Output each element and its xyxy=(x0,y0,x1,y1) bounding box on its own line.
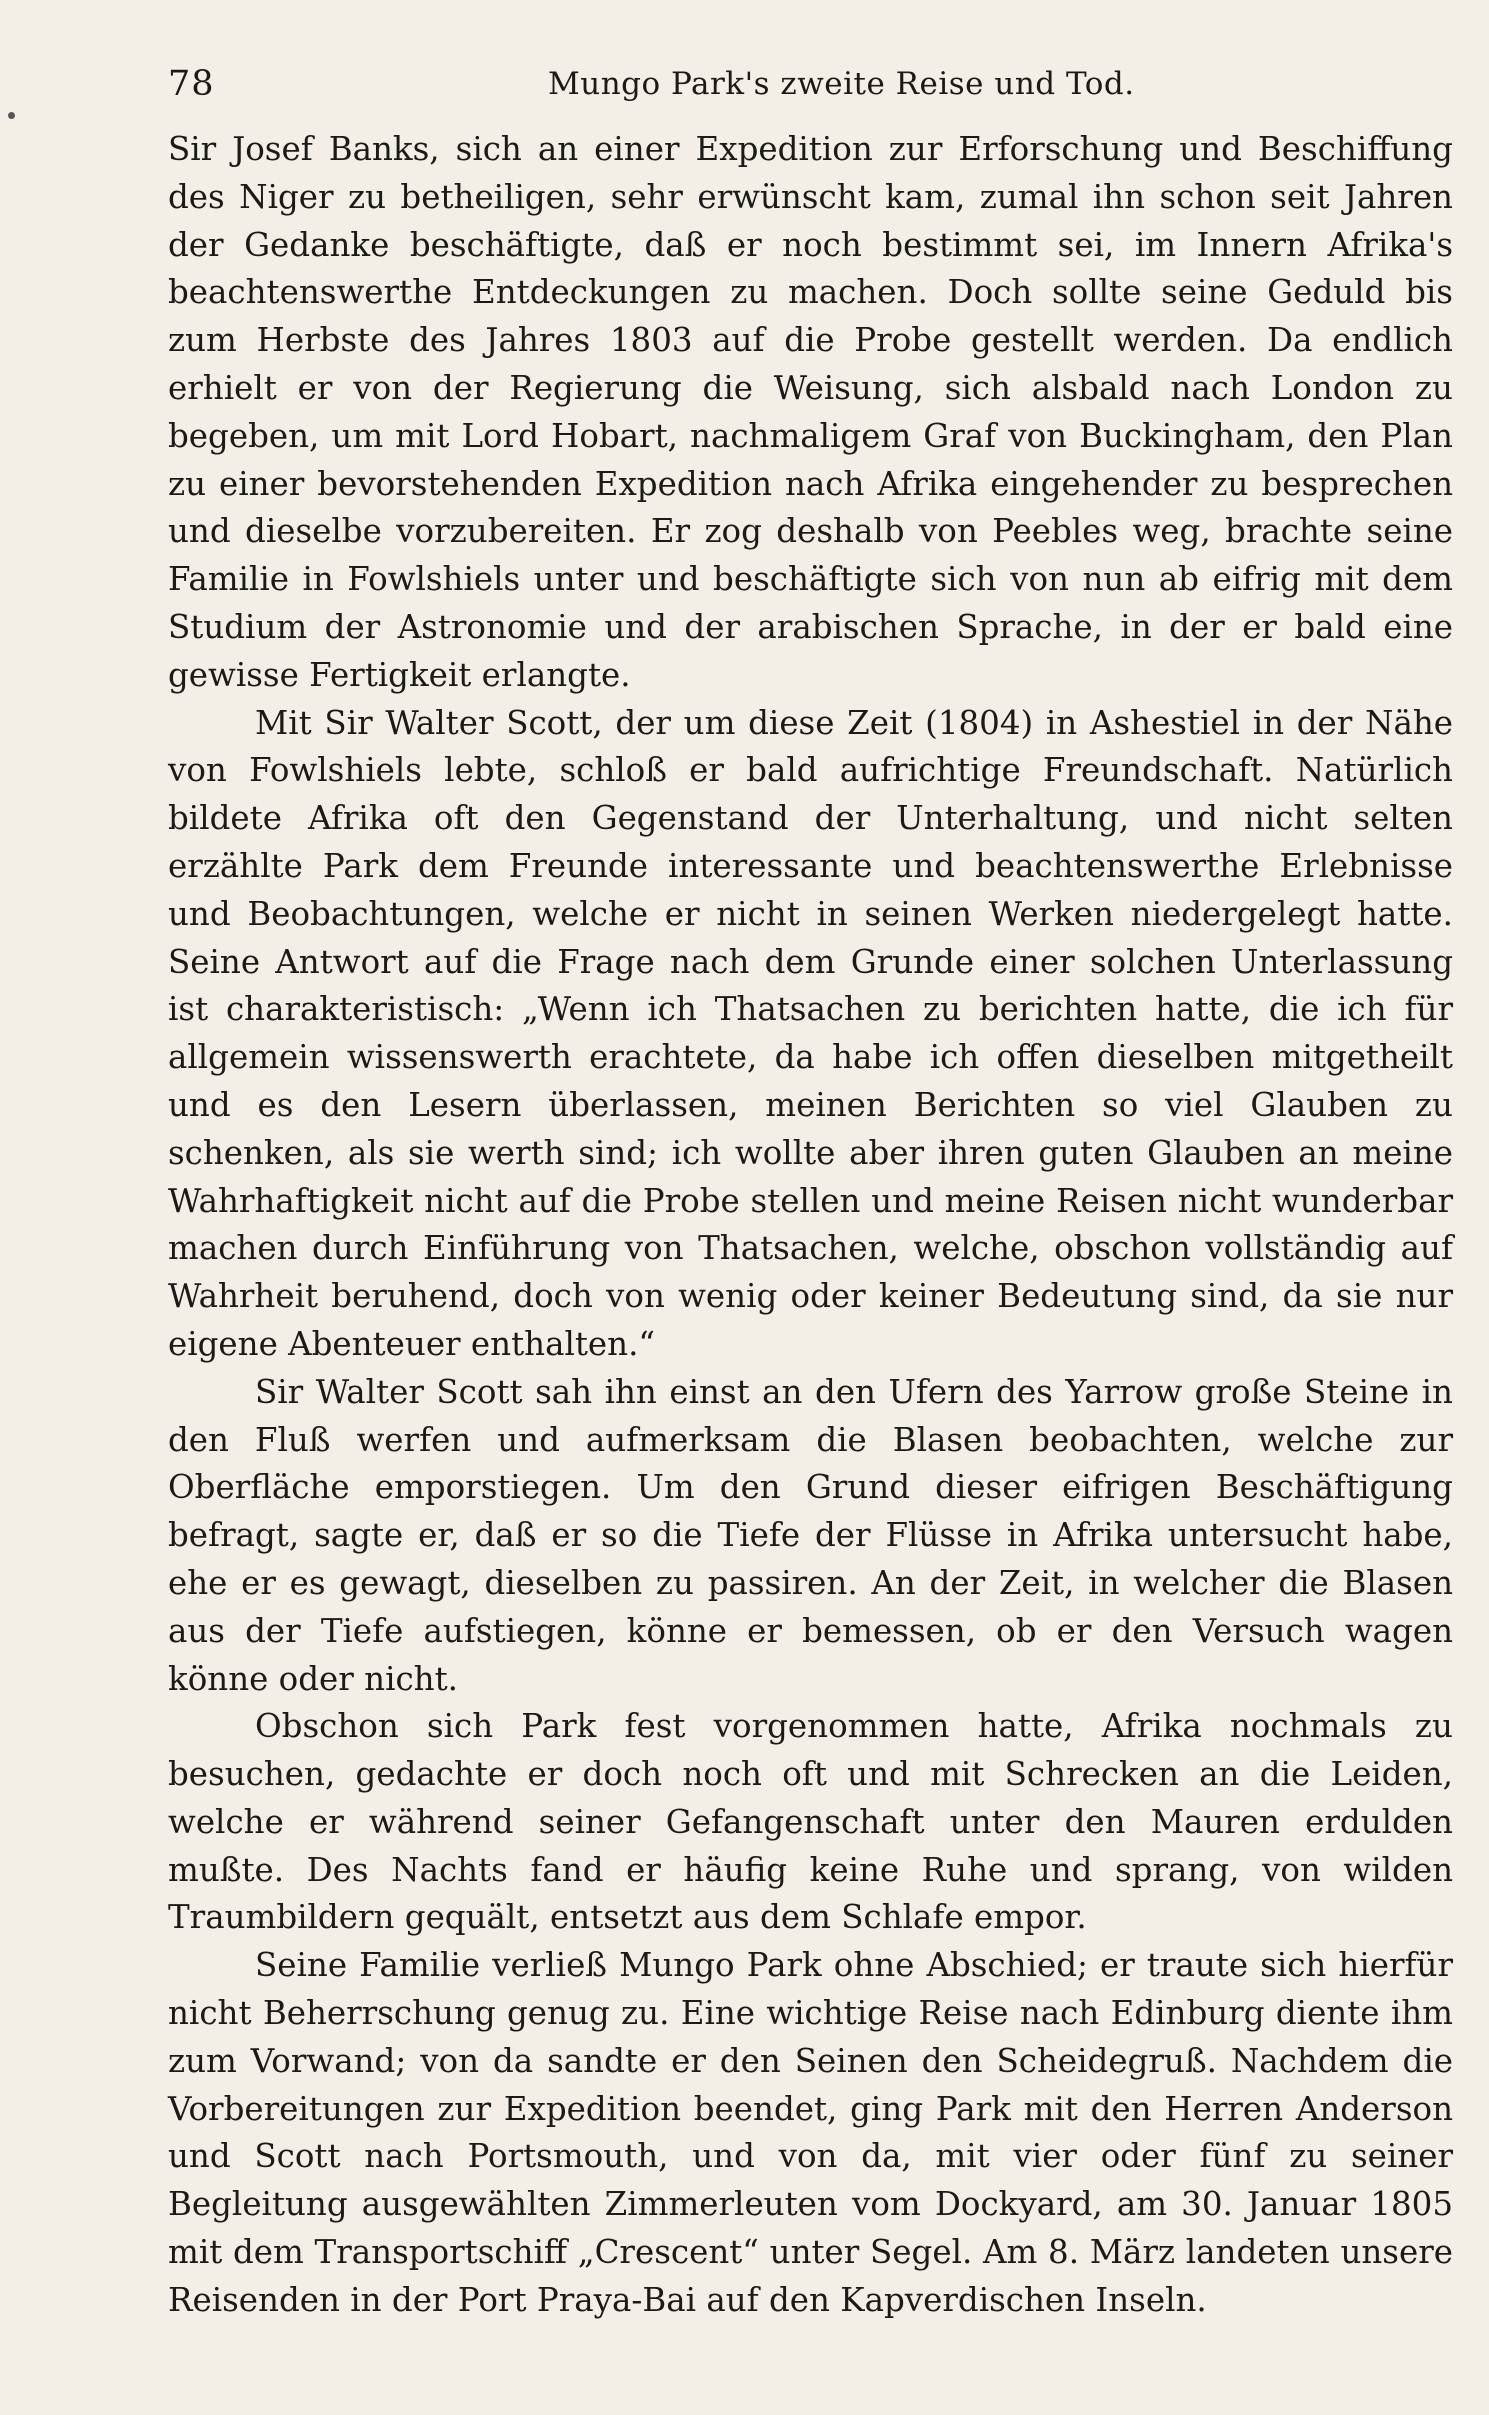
paragraph-walter-scott: Mit Sir Walter Scott, der um diese Zeit (1804) in Ashestiel in der Nähe von Fowlshiels lebte, schloß er bald aufrichtige Freundschaft. Natürlich bildete Afrika oft den Gegenstand der Unterhaltung, und nicht selten erzählte Park dem Freunde interessante und beachtenswerthe Erlebnisse und Beobachtungen, welche er nicht in seinen Werken niedergelegt hatte. Seine Antwort auf die Frage nach dem Grunde einer solchen Unterlassung ist charakteristisch: „Wenn ich Thatsachen zu berichten hatte, die ich für allgemein wissenswerth erachtete, da habe ich offen dieselben mitgetheilt und es den Lesern überlassen, meinen Berichten so viel Glauben zu schenken, als sie werth sind; ich wollte aber ihren guten Glauben an meine Wahrhaftigkeit nicht auf die Probe stellen und meine Reisen nicht wunderbar machen durch Einführung von Thatsachen, welche, obschon vollständig auf Wahrheit beruhend, doch von wenig oder keiner Bedeutung sind, da sie nur eigene Abenteuer enthalten.“ xyxy=(168,703,1453,1363)
page-header xyxy=(168,58,1453,118)
body-text xyxy=(168,126,1453,2325)
paragraph-nightmares: Obschon sich Park fest vorgenommen hatte, Afrika nochmals zu besuchen, gedachte er doch noch oft und mit Schrecken an die Leiden, welche er während seiner Gefangenschaft unter den Mauren erdulden mußte. Des Nachts fand er häufig keine Ruhe und sprang, von wilden Traumbildern gequält, entsetzt aus dem Schlafe empor. xyxy=(168,1707,1453,1937)
page-number: 78 xyxy=(168,64,215,104)
paragraph-continuation: Sir Josef Banks, sich an einer Expedition zur Erforschung und Beschiffung des Niger zu betheiligen, sehr erwünscht kam, zumal ihn schon seit Jahren der Gedanke beschäftigte, daß er noch bestimmt sei, im Innern Afrika's beachtenswerthe Entdeckungen zu machen. Doch sollte seine Geduld bis zum Herbste des Jahres 1803 auf die Probe gestellt werden. Da endlich erhielt er von der Regierung die Weisung, sich alsbald nach London zu begeben, um mit Lord Hobart, nachmaligem Graf von Buckingham, den Plan zu einer bevorstehenden Expedition nach Afrika eingehender zu besprechen und dieselbe vorzubereiten. Er zog deshalb von Peebles weg, brachte seine Familie in Fowlshiels unter und beschäftigte sich von nun ab eifrig mit dem Studium der Astronomie und der arabischen Sprache, in der er bald eine gewisse Fertigkeit erlangte. xyxy=(168,130,1453,694)
margin-speck xyxy=(8,112,15,119)
paragraph-departure: Seine Familie verließ Mungo Park ohne Abschied; er traute sich hierfür nicht Beherrschung genug zu. Eine wichtige Reise nach Edinburg diente ihm zum Vorwand; von da sandte er den Seinen den Scheidegruß. Nachdem die Vorbereitungen zur Expedition beendet, ging Park mit den Herren Anderson und Scott nach Portsmouth, und von da, mit vier oder fünf zu seiner Begleitung ausgewählten Zimmerleuten vom Dockyard, am 30. Januar 1805 mit dem Transportschiff „Crescent“ unter Segel. Am 8. März landeten unsere Reisenden in der Port Praya-Bai auf den Kapverdischen Inseln. xyxy=(168,1946,1453,2319)
paragraph-yarrow-stones: Sir Walter Scott sah ihn einst an den Ufern des Yarrow große Steine in den Fluß werfen und aufmerksam die Blasen beobachten, welche zur Oberfläche emporstiegen. Um den Grund dieser eifrigen Beschäftigung befragt, sagte er, daß er so die Tiefe der Flüsse in Afrika untersucht habe, ehe er es gewagt, dieselben zu passiren. An der Zeit, in welcher die Blasen aus der Tiefe aufstiegen, könne er bemessen, ob er den Versuch wagen könne oder nicht. xyxy=(168,1372,1453,1698)
running-title: Mungo Park's zweite Reise und Tod. xyxy=(548,66,1135,102)
